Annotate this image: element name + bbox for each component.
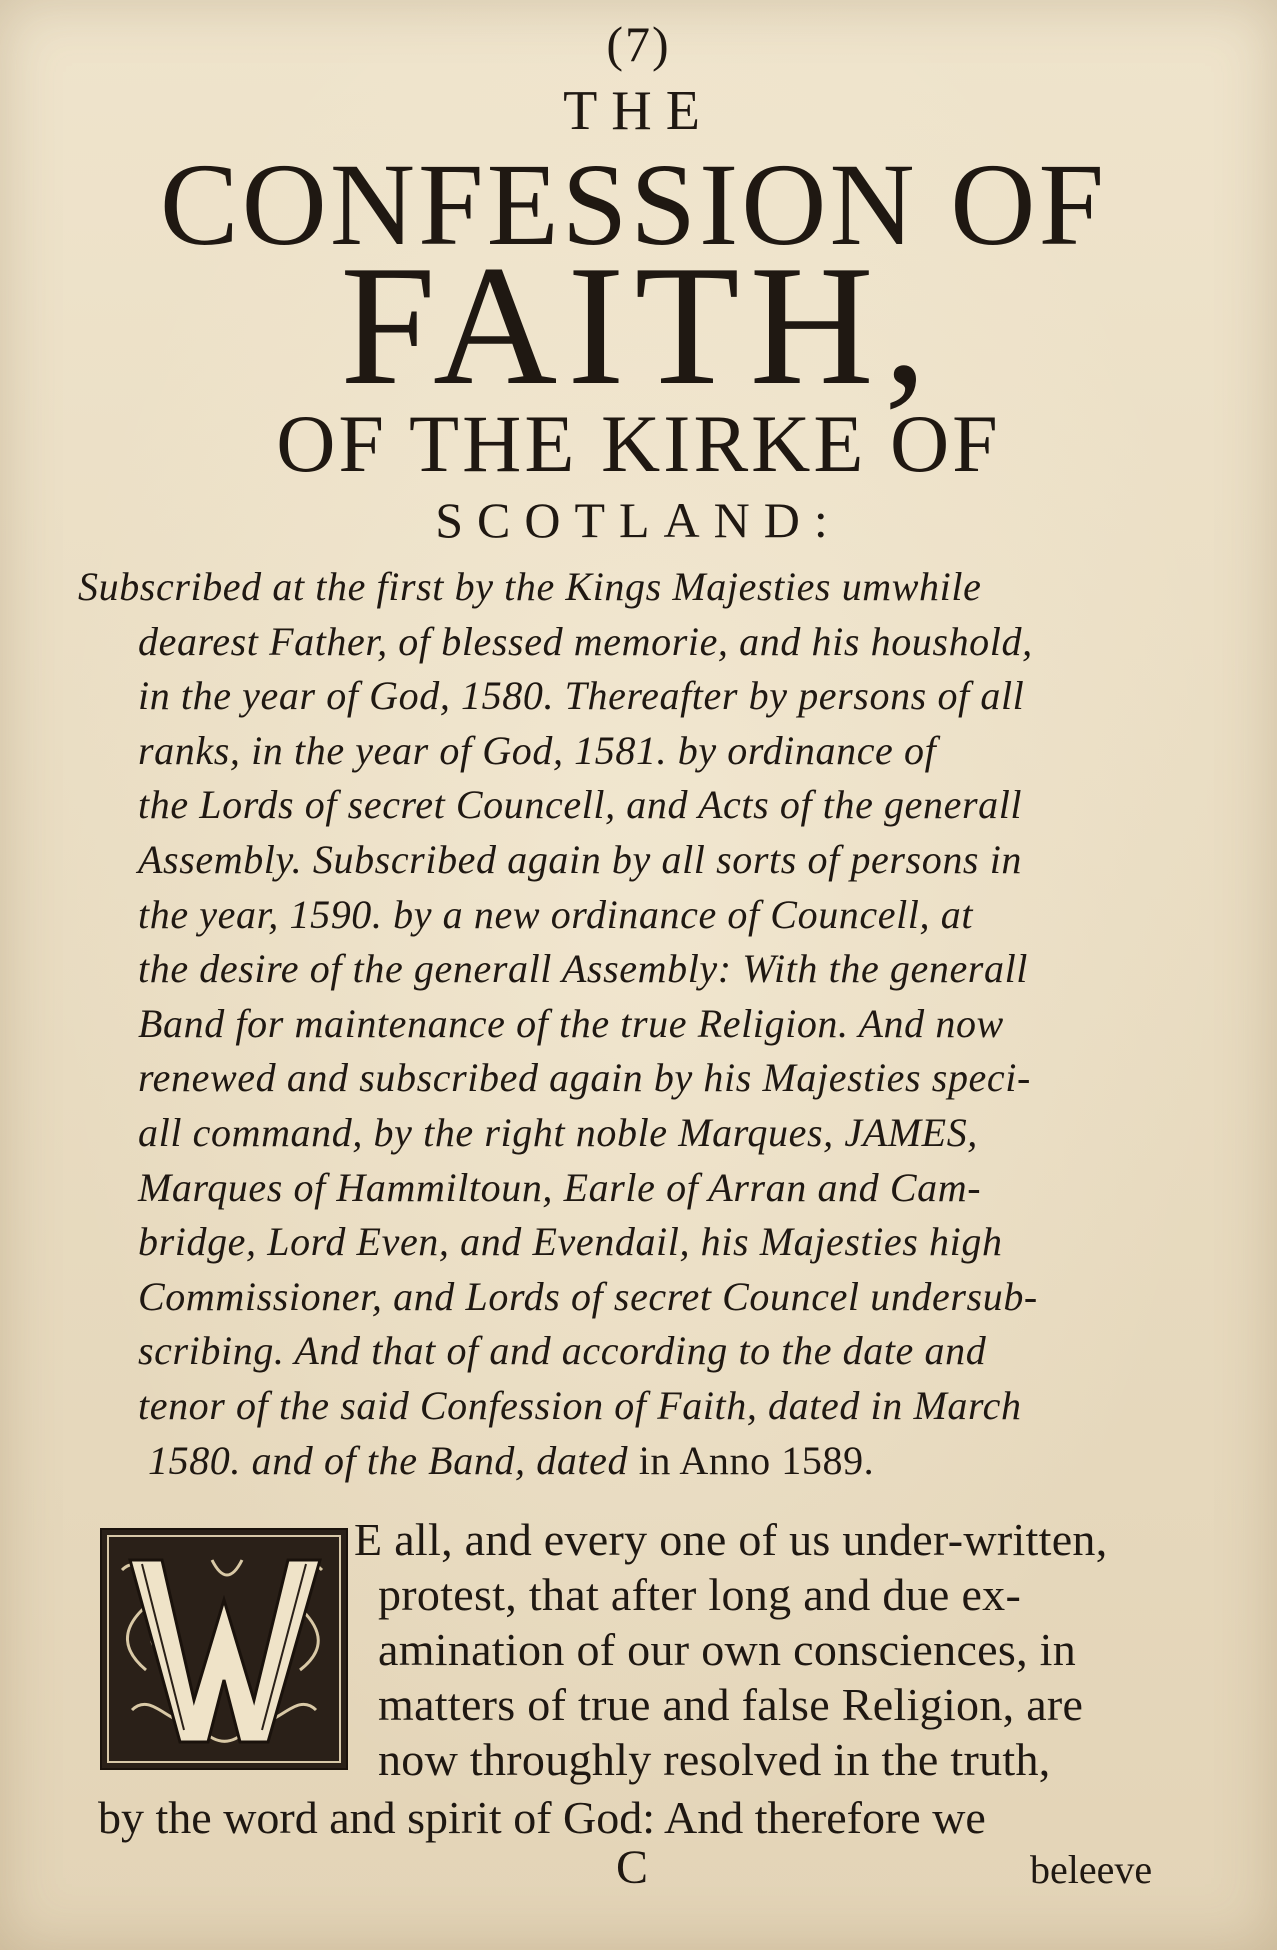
subtitle-last-line (78, 1434, 1188, 1489)
subtitle-line: Band for maintenance of the true Religion. And now (138, 1000, 1004, 1046)
body-line: amination of our own consciences, in (378, 1624, 1077, 1675)
subtitle-line: scribing. And that of and according to the date and (138, 1328, 987, 1374)
subtitle-last-roman: in Anno 1589. (628, 1437, 875, 1483)
subtitle-line: Subscribed at the first by the Kings Majesties umwhile (78, 564, 982, 609)
subtitle-line: the Lords of secret Councell, and Acts of the generall (138, 782, 1023, 828)
body-last-line: by the word and spirit of God: And therefore we (98, 1792, 986, 1843)
subtitle-line: Commissioner, and Lords of secret Councel undersub- (138, 1273, 1038, 1319)
subtitle-line: the year, 1590. by a new ordinance of Councell, at (138, 891, 974, 937)
subtitle-line: in the year of God, 1580. Thereafter by persons of all (138, 673, 1025, 719)
page-number: (7) (606, 16, 671, 72)
catchword: beleeve (1030, 1847, 1153, 1892)
subtitle-line: bridge, Lord Even, and Evendail, his Majesties high (138, 1219, 1003, 1265)
subtitle-line: ranks, in the year of God, 1581. by ordinance of (138, 727, 937, 773)
subtitle-block (78, 560, 1188, 1488)
body-paragraph (356, 1512, 1108, 1787)
subtitle-line: Assembly. Subscribed again by all sorts of persons in (138, 836, 1023, 882)
subtitle-line: tenor of the said Confession of Faith, dated in March (138, 1382, 1022, 1428)
title-confession-of: CONFESSION OF (159, 139, 1108, 270)
title-scotland: SCOTLAND: (435, 492, 842, 548)
body-line: now throughly resolved in the truth, (378, 1734, 1051, 1785)
title-faith: FAITH, (340, 231, 937, 421)
ornament-svg (102, 1530, 346, 1768)
subtitle-line: dearest Father, of blessed memorie, and his houshold, (138, 618, 1033, 664)
title-of-the-kirke-of: OF THE KIRKE OF (276, 398, 1001, 489)
body-line: E all, and every one of us under-written, (354, 1514, 1108, 1565)
subtitle-last-italic: 1580. and of the Band, dated (148, 1437, 629, 1483)
subtitle-line: the desire of the generall Assembly: With the generall (138, 946, 1028, 992)
subtitle-line: all command, by the right noble Marques, JAMES, (138, 1109, 978, 1155)
signature-mark: C (616, 1841, 649, 1894)
subtitle-line: Marques of Hammiltoun, Earle of Arran and Cam- (138, 1164, 982, 1210)
body-line: protest, that after long and due ex- (378, 1569, 1022, 1620)
ornamental-initial-w-icon (100, 1528, 348, 1770)
subtitle-line: renewed and subscribed again by his Majesties speci- (138, 1055, 1031, 1101)
title-the: THE (563, 80, 714, 142)
body-line: matters of true and false Religion, are (378, 1679, 1084, 1730)
